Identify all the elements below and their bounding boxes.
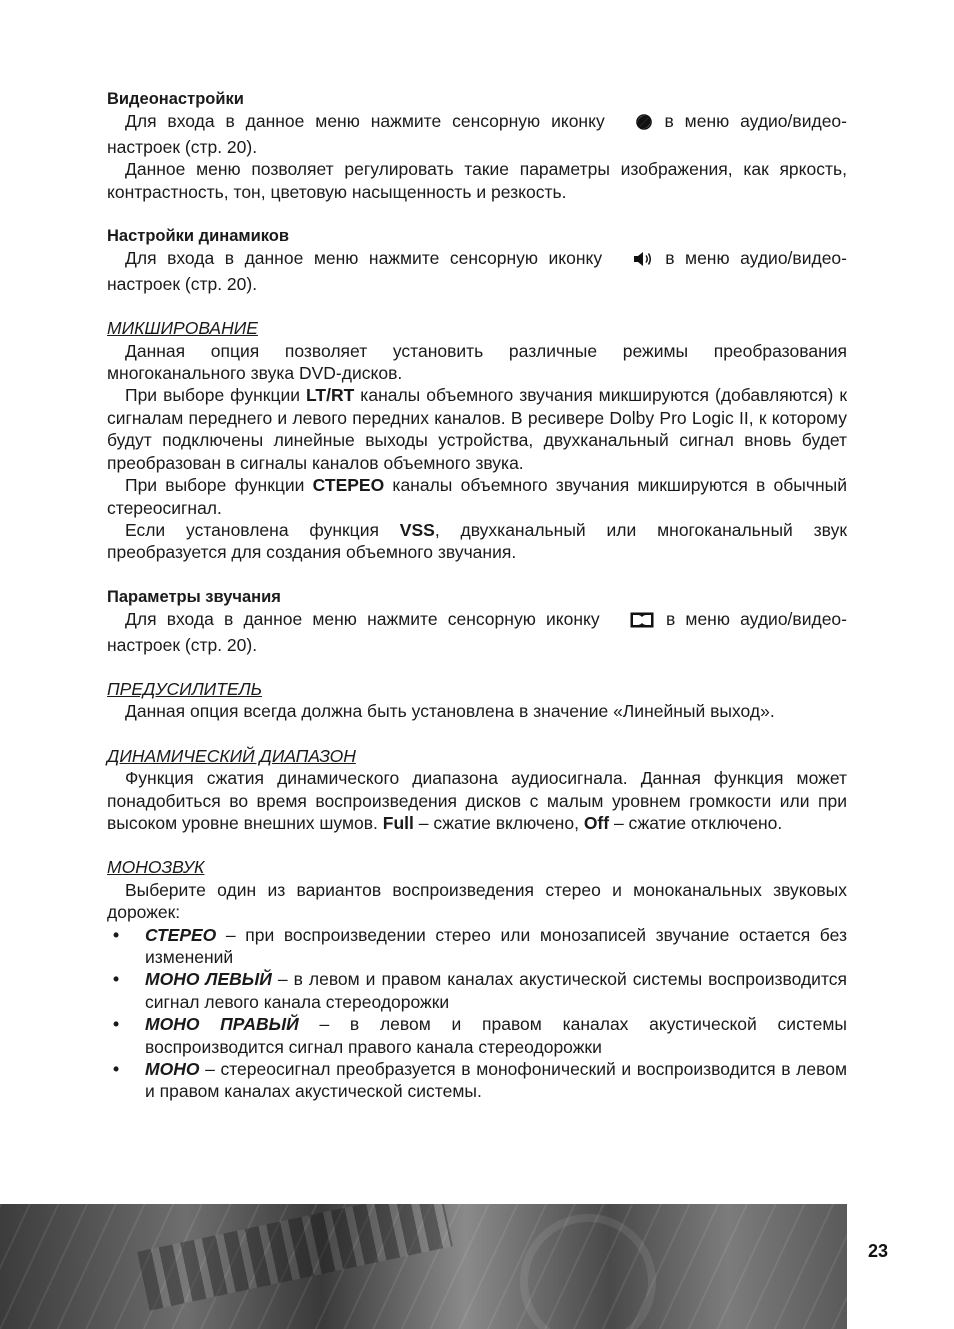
mono-heading: МОНОЗВУК [107,857,205,878]
text-span: , двухканальный или многоканальный звук преобразуется для создания объемного звучания. [107,519,847,563]
text-span: в меню аудио/видео-настроек (стр. 20). [107,111,847,157]
option-term: МОНО [145,1059,200,1080]
bullet: • [113,969,120,990]
footer-decorative-band [0,1204,847,1329]
text-span: Если установлена функция [125,519,400,540]
option-text: – в левом и правом каналах акустической системы воспроизводится сигнал левого канала стереодорожки [145,969,847,1012]
bullet: • [113,1014,120,1035]
mono-options-list [107,924,847,1103]
list-item [107,924,847,969]
dolby-icon [612,611,654,633]
bullet: • [113,1059,120,1080]
video-settings-desc: Данное меню позволяет регулировать такие параметры изображения, как яркость, контрастность, тон, цветовую насыщенность и резкость. [107,159,847,202]
mixing-heading: МИКШИРОВАНИЕ [107,318,258,339]
text-span: каналы объемного звучания микшируются (добавляются) к сигналам переднего и левого передних каналов. В ресивере Dolby Pro Logic II, к которому будут подключены линейные выходы устройства, двухканальный сигнал вновь будет преобразован в сигналы каналов объемного звука. [107,385,847,473]
film-strip-graphic [137,1204,453,1311]
mixing-intro: Данная опция позволяет установить различные режимы преобразования многоканального звука DVD-дисков. [107,340,847,384]
film-reel-graphic [520,1214,656,1329]
contrast-icon [618,113,652,135]
option-text: – при воспроизведении стерео или монозаписей звучание остается без изменений [145,924,847,967]
speaker-settings-text [107,247,847,295]
bullet: • [113,924,120,945]
video-settings-heading: Видеонастройки [107,90,244,108]
preamp-text: Данная опция всегда должна быть установлена в значение «Линейный выход». [125,701,775,722]
option-term: МОНО ЛЕВЫЙ [145,969,272,990]
option-term: МОНО ПРАВЫЙ [145,1014,299,1035]
text-span: в меню аудио/видео-настроек (стр. 20). [107,248,847,294]
option-text: – стереосигнал преобразуется в монофонический и воспроизводится в левом и правом каналах акустической системы. [145,1059,847,1102]
sound-params-heading: Параметры звучания [107,587,281,606]
vss-label: VSS [399,519,435,540]
text-span: При выборе функции [125,475,313,496]
speaker-settings-heading: Настройки динамиков [107,227,290,246]
preamp-heading: ПРЕДУСИЛИТЕЛЬ [107,678,262,699]
stereo-label: СТЕРЕО [312,475,385,496]
text-span: При выборе функции [125,385,307,406]
ltrt-label: LT/RT [306,385,355,406]
dynamic-range-heading: ДИНАМИЧЕСКИЙ ДИАПАЗОН [107,745,356,766]
text-span: – сжатие включено, [413,812,584,833]
list-item [107,1058,847,1103]
list-item [107,1013,847,1058]
option-text: – в левом и правом каналах акустической системы воспроизводится сигнал правого канала стереодорожки [145,1014,847,1057]
text-span: Для входа в данное меню нажмите сенсорную иконку [125,248,613,269]
off-label: Off [583,812,610,833]
text-span: каналы объемного звучания микшируются в обычный стереосигнал. [107,475,847,518]
option-term: СТЕРЕО [145,924,217,945]
speaker-icon [615,250,653,272]
sound-params-text [107,608,847,656]
list-item [107,968,847,1013]
mixing-stereo [107,474,847,519]
text-span: – сжатие отключено. [609,812,783,833]
mixing-ltrt [107,384,847,474]
dynamic-range-text [107,767,847,834]
text-span: в меню аудио/видео-настроек (стр. 20). [107,609,847,655]
text-span: Функция сжатия динамического диапазона аудиосигнала. Данная функция может понадобиться во время воспроизведения дисков с малым уровнем громкости или при высоком уровне внешних шумов. [107,768,847,833]
video-settings-text [107,110,847,158]
mixing-vss [107,519,847,564]
page-content [107,88,847,1103]
text-span: Для входа в данное меню нажмите сенсорную иконку [125,609,610,630]
text-span: Для входа в данное меню нажмите сенсорную иконку [125,111,616,132]
full-label: Full [382,812,414,833]
mono-intro: Выберите один из вариантов воспроизведения стерео и моноканальных звуковых дорожек: [107,879,847,923]
page-number: 23 [868,1241,889,1261]
